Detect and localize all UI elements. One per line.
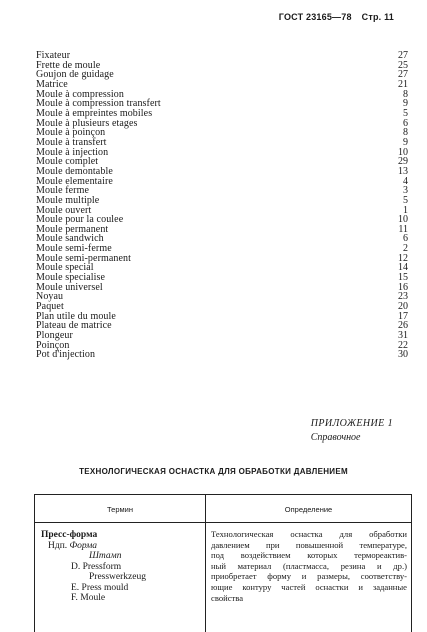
index-page: 16 (398, 281, 408, 293)
index-row (36, 321, 408, 331)
page-header (279, 12, 394, 22)
index-page: 31 (398, 330, 408, 342)
term-french: F. Moule (71, 593, 106, 603)
term-main: Пресс-форма (41, 530, 98, 540)
definition-cell (211, 529, 407, 603)
index-term: Moule special (36, 262, 94, 274)
section-title: ТЕХНОЛОГИЧЕСКАЯ ОСНАСТКА ДЛЯ ОБРАБОТКИ ДАВЛЕНИЕМ (79, 467, 348, 476)
index-page: 6 (403, 117, 408, 129)
index-page: 10 (398, 214, 408, 226)
column-header-definition: Определение (284, 505, 333, 514)
index-term: Moule à compression (36, 88, 124, 100)
index-term: Plateau de matrice (36, 320, 112, 332)
index-term: Moule semi-ferme (36, 243, 112, 255)
index-page: 23 (398, 291, 408, 303)
ndp-term-1: Форма (69, 540, 98, 551)
index-page: 22 (398, 339, 408, 351)
index-page: 21 (398, 78, 408, 90)
index-term: Moule elementaire (36, 175, 113, 187)
index-page: 5 (403, 194, 408, 206)
index-term: Poinçon (36, 339, 70, 351)
index-term: Moule à compression transfert (36, 98, 161, 110)
index-term: Moule demontable (36, 165, 113, 177)
index-term: Moule à transfert (36, 136, 107, 148)
index-page: 2 (403, 243, 408, 255)
definition-line: ющие контуру частей оснастки и заданные (211, 581, 407, 592)
column-header-term: Термин (107, 505, 133, 514)
index-page: 13 (398, 165, 408, 177)
term-not-allowed (41, 541, 203, 552)
term-german-2: Presswerkzeug (89, 572, 146, 582)
definition-line: свойства (211, 592, 244, 603)
definition-line: Технологическая оснастка для обработки (211, 529, 407, 539)
index-term: Plan utile du moule (36, 310, 116, 322)
index-page: 25 (398, 59, 408, 71)
index-page: 1 (403, 204, 408, 216)
term-german: D. Pressform (71, 561, 122, 572)
index-row (36, 283, 408, 293)
index-page: 12 (398, 252, 408, 264)
appendix-heading (311, 417, 393, 445)
index-page: 17 (398, 310, 408, 322)
term-cell (41, 530, 203, 604)
index-term: Goujon de guidage (36, 69, 114, 81)
column-divider (205, 495, 206, 632)
index-page: 30 (398, 349, 408, 361)
index-row (36, 292, 408, 302)
index-term: Moule à injection (36, 146, 109, 158)
page-number: Стр. 11 (361, 12, 394, 22)
index-term: Moule multiple (36, 194, 100, 206)
index-page: 6 (403, 233, 408, 245)
index-page: 14 (398, 262, 408, 274)
index-term: Plongeur (36, 330, 73, 342)
index-term: Moule specialise (36, 272, 106, 284)
definition-line: приобретает форму и размеры, соответству- (211, 571, 407, 582)
appendix-subtitle: Справочное (310, 432, 361, 443)
index-term: Moule permanent (36, 223, 109, 235)
index-term: Moule sandwich (36, 233, 104, 245)
index-term: Paquet (36, 301, 64, 313)
index-term: Moule ferme (36, 185, 90, 197)
ndp-prefix: Ндп. (48, 540, 68, 551)
index-page: 8 (403, 127, 408, 139)
index-row (36, 196, 408, 206)
index-term: Moule à empreintes mobiles (36, 107, 153, 119)
appendix-title: ПРИЛОЖЕНИЕ 1 (310, 418, 393, 429)
index-term: Moule ouvert (36, 204, 92, 216)
definition-line: ный материал (пластмасса, резина и др.) (211, 560, 407, 571)
index-row (36, 177, 408, 187)
index-page: 3 (403, 185, 408, 197)
index-term: Moule à poinçon (36, 127, 106, 139)
index-term: Moule complet (36, 156, 99, 168)
definition-line: под воздействием которых термореактив- (211, 550, 407, 561)
index-page: 5 (403, 107, 408, 119)
index-term: Pot d'injection (36, 349, 96, 361)
header-rule (35, 522, 411, 523)
index-page: 26 (398, 320, 408, 332)
index-page: 11 (398, 223, 408, 235)
index-term: Frette de moule (36, 59, 101, 71)
index-page: 10 (398, 146, 408, 158)
index-term: Moule semi-permanent (36, 252, 132, 264)
term-index (36, 51, 408, 360)
index-page: 27 (398, 50, 408, 61)
index-term: Fixateur (36, 50, 71, 61)
index-row (36, 350, 408, 360)
index-page: 27 (398, 69, 408, 81)
index-page: 9 (403, 136, 408, 148)
index-term: Moule universel (36, 281, 103, 293)
index-row (36, 70, 408, 80)
terms-table (34, 494, 412, 632)
index-page: 20 (398, 301, 408, 313)
index-page: 4 (403, 175, 408, 187)
index-term: Noyau (36, 291, 64, 303)
index-row (36, 331, 408, 341)
index-page: 9 (403, 98, 408, 110)
index-term: Moule à plusieurs etages (36, 117, 138, 129)
index-term: Matrice (36, 78, 68, 90)
index-term: Moule pour la coulee (36, 214, 124, 226)
definition-line: давлением при повышенной температуре, (211, 539, 407, 550)
index-page: 15 (398, 272, 408, 284)
term-english: E. Press mould (71, 582, 129, 593)
index-page: 29 (398, 156, 408, 168)
ndp-term-2: Штамп (89, 551, 122, 561)
index-page: 8 (403, 88, 408, 100)
standard-number: ГОСТ 23165—78 (278, 12, 352, 22)
